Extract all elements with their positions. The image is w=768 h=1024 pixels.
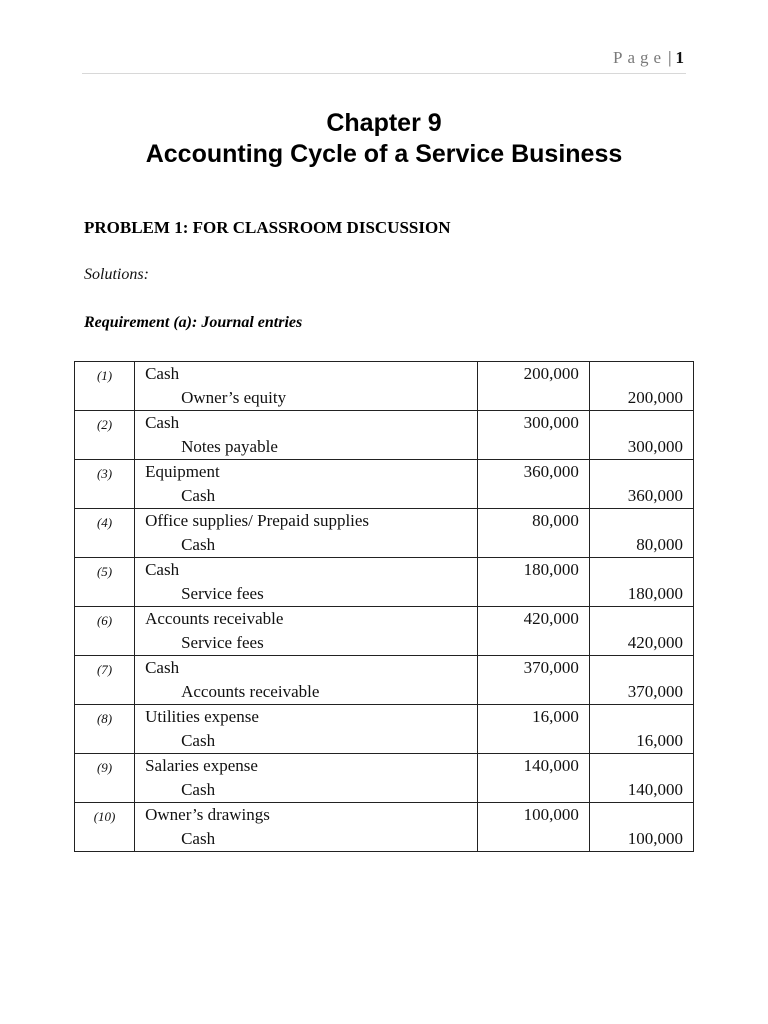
credit-account: Cash	[181, 535, 216, 554]
credit-account: Accounts receivable	[181, 682, 320, 701]
debit-account: Utilities expense	[145, 707, 259, 726]
debit-amount: 100,000	[523, 805, 579, 824]
entry-accounts	[135, 558, 478, 607]
credit-account: Cash	[181, 829, 216, 848]
entry-number: (6)	[75, 607, 135, 656]
entry-credit	[589, 656, 693, 705]
credit-account: Notes payable	[181, 437, 278, 456]
credit-amount: 300,000	[627, 437, 683, 456]
entry-number: (4)	[75, 509, 135, 558]
entry-number: (9)	[75, 754, 135, 803]
chapter-title: Chapter 9	[326, 109, 442, 137]
entry-credit	[589, 411, 693, 460]
debit-amount: 16,000	[532, 707, 579, 726]
debit-account: Salaries expense	[145, 756, 258, 775]
entry-credit	[589, 558, 693, 607]
credit-amount: 360,000	[627, 486, 683, 505]
entry-accounts	[135, 509, 478, 558]
journal-entry-row	[75, 558, 694, 607]
entry-accounts	[135, 362, 478, 411]
entry-credit	[589, 362, 693, 411]
credit-amount: 180,000	[627, 584, 683, 603]
journal-entry-row	[75, 411, 694, 460]
entry-debit	[477, 558, 589, 607]
journal-entry-row	[75, 803, 694, 852]
credit-account: Cash	[181, 731, 216, 750]
entry-credit	[589, 803, 693, 852]
debit-amount: 140,000	[523, 756, 579, 775]
entry-debit	[477, 362, 589, 411]
credit-account: Service fees	[181, 584, 264, 603]
debit-account: Cash	[145, 658, 180, 677]
credit-amount: 370,000	[627, 682, 683, 701]
chapter-subtitle: Accounting Cycle of a Service Business	[145, 140, 623, 168]
journal-entry-row	[75, 705, 694, 754]
entry-debit	[477, 803, 589, 852]
journal-entry-row	[75, 754, 694, 803]
entry-debit	[477, 607, 589, 656]
debit-amount: 80,000	[532, 511, 579, 530]
debit-amount: 360,000	[523, 462, 579, 481]
entry-credit	[589, 460, 693, 509]
debit-amount: 420,000	[523, 609, 579, 628]
entry-number: (8)	[75, 705, 135, 754]
debit-account: Cash	[145, 560, 180, 579]
entry-credit	[589, 705, 693, 754]
credit-amount: 100,000	[627, 829, 683, 848]
journal-entry-row	[75, 460, 694, 509]
entry-accounts	[135, 607, 478, 656]
title-block	[0, 108, 768, 170]
solutions-label: Solutions:	[84, 266, 149, 283]
entry-credit	[589, 754, 693, 803]
credit-account: Cash	[181, 780, 216, 799]
credit-amount: 140,000	[627, 780, 683, 799]
debit-account: Office supplies/ Prepaid supplies	[145, 511, 370, 530]
page-separator: |	[668, 48, 672, 67]
debit-amount: 370,000	[523, 658, 579, 677]
debit-account: Cash	[145, 364, 180, 383]
debit-account: Accounts receivable	[145, 609, 284, 628]
entry-debit	[477, 509, 589, 558]
entry-number: (2)	[75, 411, 135, 460]
credit-account: Owner’s equity	[181, 388, 287, 407]
debit-amount: 200,000	[523, 364, 579, 383]
entry-debit	[477, 656, 589, 705]
debit-amount: 180,000	[523, 560, 579, 579]
entry-credit	[589, 509, 693, 558]
credit-account: Service fees	[181, 633, 264, 652]
journal-entry-row	[75, 607, 694, 656]
header-divider	[82, 73, 686, 74]
requirement-label: Requirement (a): Journal entries	[84, 314, 303, 331]
page-word: Page	[613, 48, 667, 67]
credit-amount: 420,000	[627, 633, 683, 652]
journal-entry-row	[75, 509, 694, 558]
journal-entries-body	[75, 362, 694, 852]
entry-accounts	[135, 754, 478, 803]
entry-accounts	[135, 705, 478, 754]
entry-accounts	[135, 460, 478, 509]
page-header	[613, 48, 684, 68]
journal-entry-row	[75, 656, 694, 705]
entry-number: (1)	[75, 362, 135, 411]
entry-debit	[477, 460, 589, 509]
entry-accounts	[135, 656, 478, 705]
entry-debit	[477, 705, 589, 754]
debit-amount: 300,000	[523, 413, 579, 432]
credit-amount: 16,000	[636, 731, 683, 750]
page-number: 1	[675, 48, 684, 67]
debit-account: Owner’s drawings	[145, 805, 270, 824]
entry-number: (3)	[75, 460, 135, 509]
debit-account: Equipment	[145, 462, 220, 481]
journal-entries-table	[74, 361, 694, 852]
entry-accounts	[135, 411, 478, 460]
journal-entry-row	[75, 362, 694, 411]
entry-accounts	[135, 803, 478, 852]
problem-heading: PROBLEM 1: FOR CLASSROOM DISCUSSION	[84, 218, 451, 237]
entry-number: (7)	[75, 656, 135, 705]
credit-amount: 200,000	[627, 388, 683, 407]
debit-account: Cash	[145, 413, 180, 432]
credit-amount: 80,000	[636, 535, 683, 554]
entry-number: (5)	[75, 558, 135, 607]
entry-number: (10)	[75, 803, 135, 852]
entry-debit	[477, 411, 589, 460]
entry-credit	[589, 607, 693, 656]
entry-debit	[477, 754, 589, 803]
credit-account: Cash	[181, 486, 216, 505]
